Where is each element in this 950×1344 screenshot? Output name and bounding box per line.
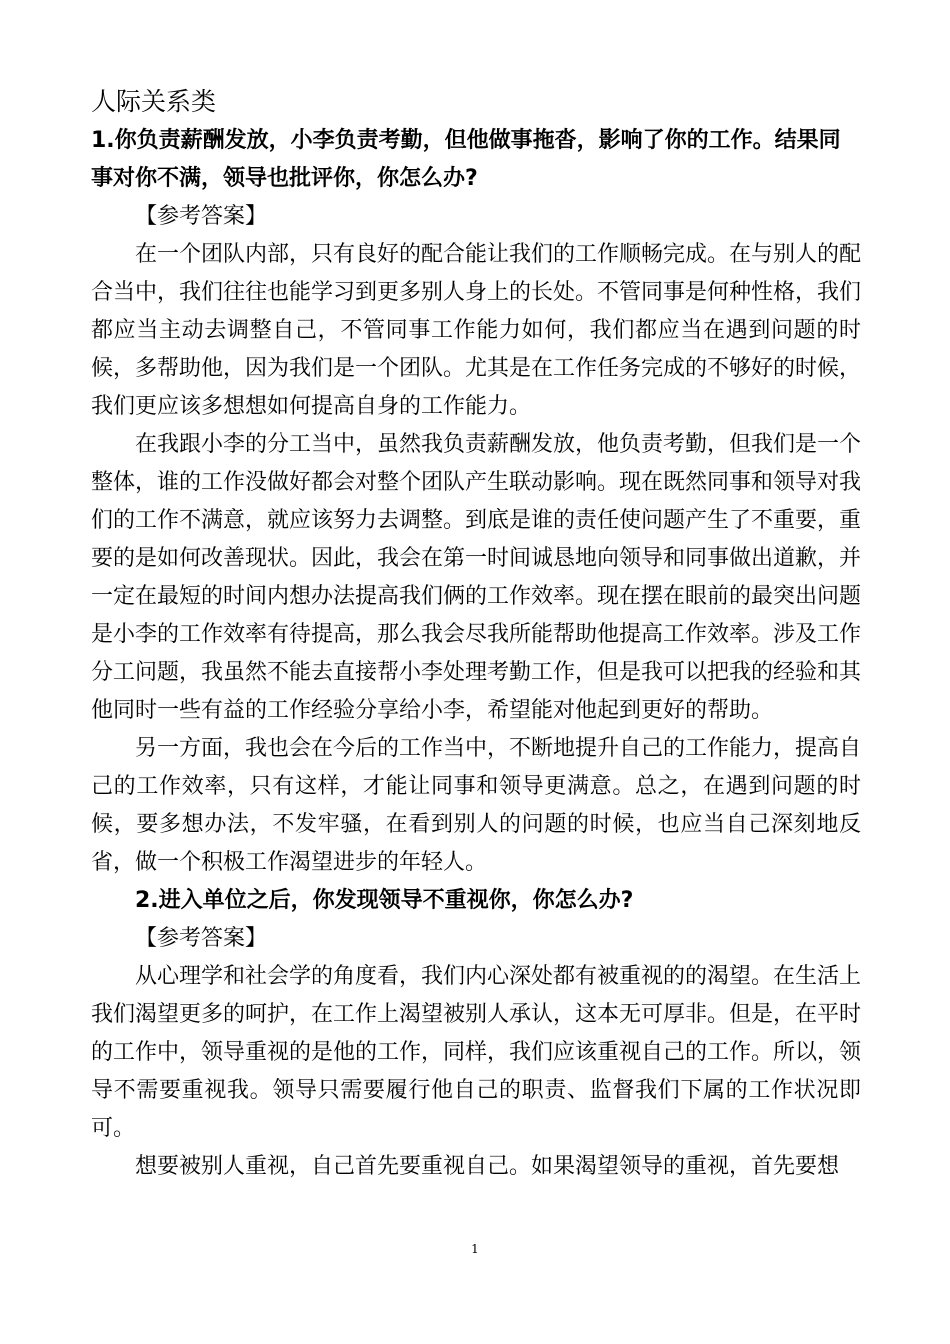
- question-1-answer-label: 【参考答案】: [135, 204, 268, 229]
- question-2-paragraph: 想要被别人重视，自己首先要重视自己。如果渴望领导的重视，首先要想: [135, 1154, 840, 1179]
- question-2-title: 2.进入单位之后，你发现领导不重视你，你怎么办?: [135, 888, 634, 913]
- question-1-paragraph: 在一个团队内部，只有良好的配合能让我们的工作顺畅完成。在与别人的配合当中，我们往往也能学习到更多别人身上的长处。不管同事是何种性格，我们都应当主动去调整自己，不管同事工作能力如何，我们都应当在遇到问题的时候，多帮助他，因为我们是一个团队。尤其是在工作任务完成的不够好的时候，我们更应该多想想如何提高自身的工作能力。: [91, 242, 862, 419]
- section-heading: 人际关系类: [91, 87, 217, 116]
- question-1-paragraph: 在我跟小李的分工当中，虽然我负责薪酬发放，他负责考勤，但我们是一个整体，谁的工作没做好都会对整个团队产生联动影响。现在既然同事和领导对我们的工作不满意，就应该努力去调整。到底是谁的责任使问题产生了不重要，重要的是如何改善现状。因此，我会在第一时间诚恳地向领导和同事做出道歉，并一定在最短的时间内想办法提高我们俩的工作效率。现在摆在眼前的最突出问题是小李的工作效率有待提高，那么我会尽我所能帮助他提高工作效率。涉及工作分工问题，我虽然不能去直接帮小李处理考勤工作，但是我可以把我的经验和其他同时一些有益的工作经验分享给小李，希望能对他起到更好的帮助。: [91, 432, 862, 723]
- question-1-paragraph: 另一方面，我也会在今后的工作当中，不断地提升自己的工作能力，提高自己的工作效率，只有这样，才能让同事和领导更满意。总之，在遇到问题的时候，要多想办法，不发牢骚，在看到别人的问题的时候，也应当自己深刻地反省，做一个积极工作渴望进步的年轻人。: [91, 736, 862, 875]
- question-2-paragraph: 从心理学和社会学的角度看，我们内心深处都有被重视的的渴望。在生活上我们渴望更多的呵护，在工作上渴望被别人承认，这本无可厚非。但是，在平时的工作中，领导重视的是他的工作，同样，我们应该重视自己的工作。所以，领导不需要重视我。领导只需要履行他自己的职责、监督我们下属的工作状况即可。: [91, 964, 862, 1141]
- page-number: 1: [471, 1242, 479, 1256]
- question-1-title: 1.你负责薪酬发放，小李负责考勤，但他做事拖沓，影响了你的工作。结果同事对你不满，领导也批评你，你怎么办?: [91, 128, 841, 191]
- question-2-answer-label: 【参考答案】: [135, 926, 268, 951]
- document-body: [91, 84, 861, 1186]
